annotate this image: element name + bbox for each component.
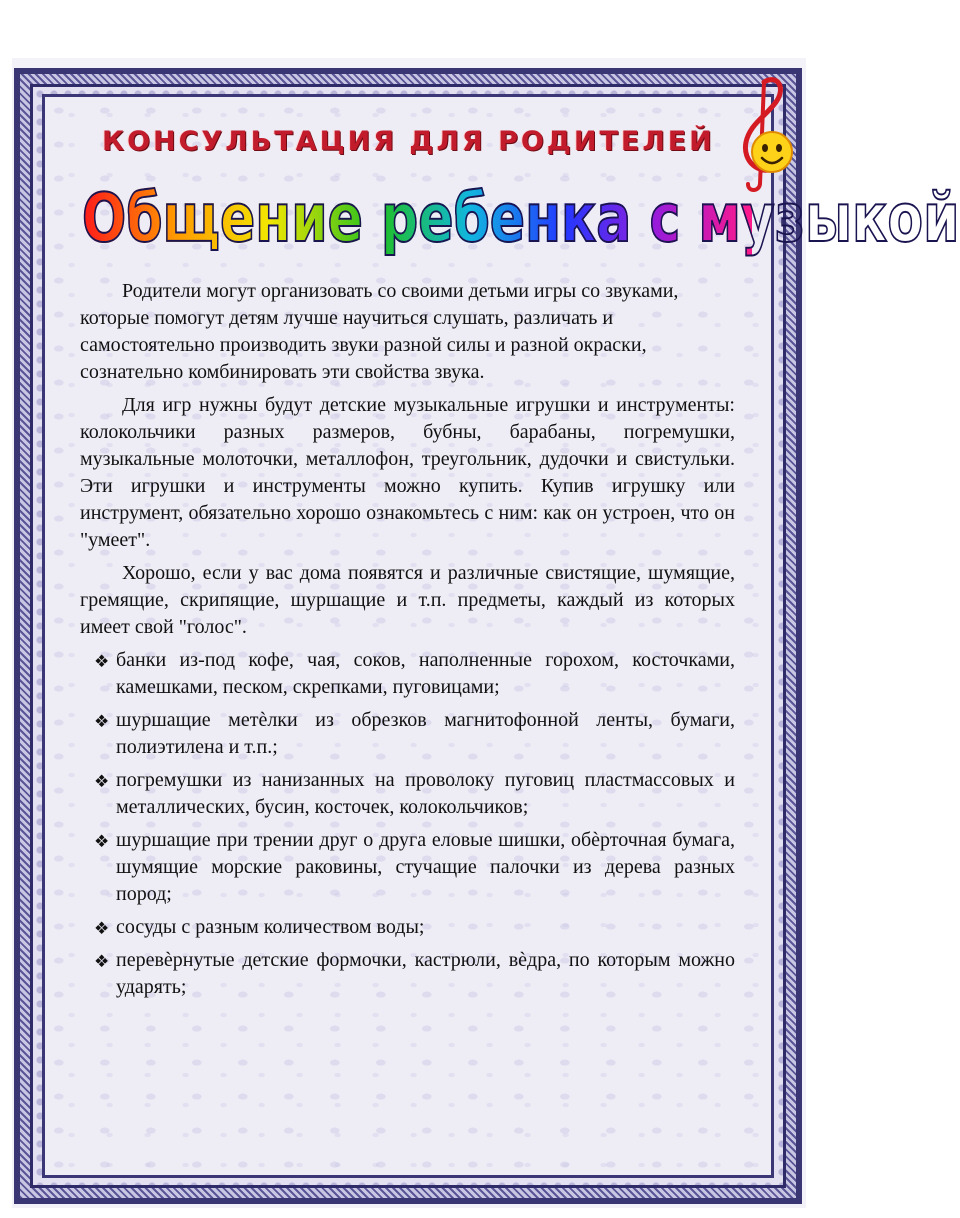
paragraph-household: Хорошо, если у вас дома появятся и различные свистящие, шумящие, гремящие, скрипящие, шуршащие и т.п. предметы, каждый из которых имеет свой "голос". <box>80 562 735 638</box>
treble-clef-smiley-icon <box>720 72 800 196</box>
paragraph-intro: Родители могут организовать со своими детьми игры со звуками, которые помогут детям лучше научиться слушать, различать и самостоятельно производить звуки разной силы и разной окраски, сознательно комбинировать эти свойства звука. <box>80 280 679 383</box>
list-item: ❖ шуршащие метѐлки из обрезков магнитофонной ленты, бумаги, полиэтилена и т.п.; <box>94 709 735 758</box>
diamond-bullet-icon: ❖ <box>94 652 110 671</box>
diamond-bullet-icon: ❖ <box>94 919 110 938</box>
diamond-bullet-icon: ❖ <box>94 712 110 731</box>
poster-title: Общение ребенка с музыкой <box>82 164 752 274</box>
article-body <box>80 278 735 1007</box>
list-item: ❖ банки из-под кофе, чая, соков, наполненные горохом, косточками, камешками, песком, скрепками, пуговицами; <box>94 649 735 698</box>
poster-subtitle: КОНСУЛЬТАЦИЯ ДЛЯ РОДИТЕЛЕЙ <box>102 126 715 157</box>
list-item: ❖ погремушки из нанизанных на проволоку пуговиц пластмассовых и металлических, бусин, косточек, колокольчиков; <box>94 769 735 818</box>
diamond-bullet-icon: ❖ <box>94 952 110 971</box>
paragraph-instruments: Для игр нужны будут детские музыкальные игрушки и инструменты: колокольчики разных размеров, бубны, барабаны, погремушки, музыкальные молоточки, металлофон, треугольник, дудочки и свистульки. Эти игрушки и инструменты можно купить. Купив игрушку или инструмент, обязательно хорошо ознакомьтесь с ним: как он устроен, что он "умеет". <box>80 394 735 551</box>
diamond-bullet-icon: ❖ <box>94 832 110 851</box>
household-items-list <box>80 647 735 1001</box>
list-item: ❖ перевѐрнутые детские формочки, кастрюли, вѐдра, по которым можно ударять; <box>94 949 735 998</box>
list-item: ❖ сосуды с разным количеством воды; <box>80 914 735 941</box>
diamond-bullet-icon: ❖ <box>94 772 110 791</box>
list-item: ❖ шуршащие при трении друг о друга еловые шишки, обѐрточная бумага, шумящие морские раковины, стучащие палочки из дерева разных пород; <box>94 829 735 905</box>
